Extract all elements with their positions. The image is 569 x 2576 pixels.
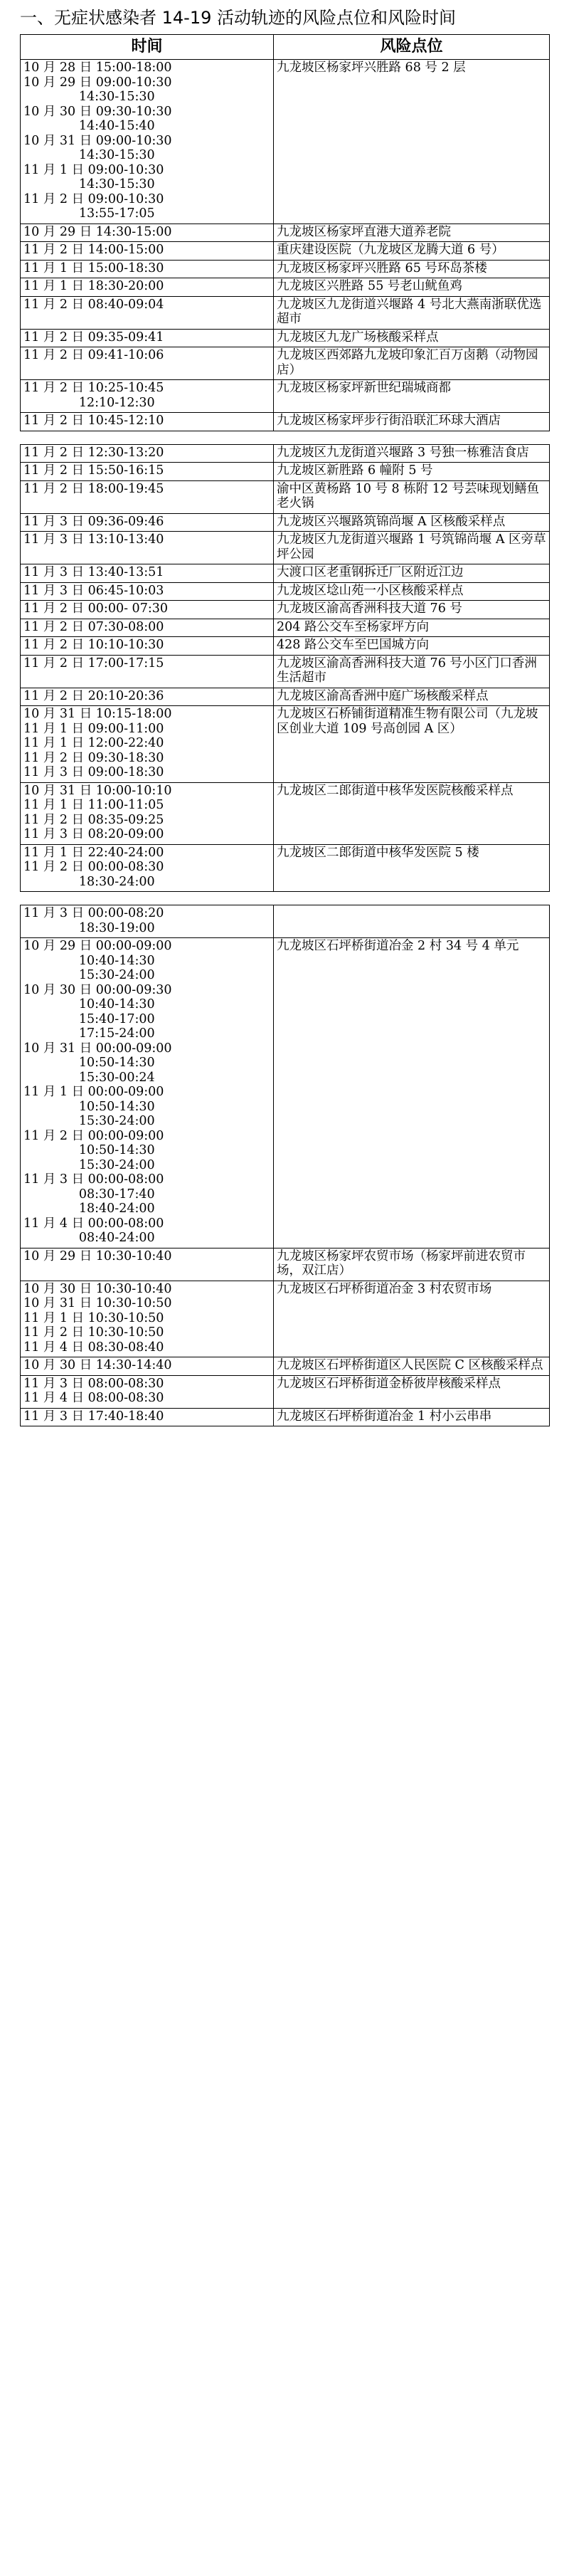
section-gap-cell <box>21 431 550 444</box>
table-row <box>21 413 550 431</box>
section-gap <box>21 431 550 444</box>
table-row <box>21 1408 550 1426</box>
location-cell: 九龙坡区杨家坪兴胜路 68 号 2 层 <box>274 60 550 224</box>
table-row <box>21 480 550 513</box>
location-cell: 九龙坡区渝高香洲科技大道 76 号 <box>274 601 550 619</box>
table-row <box>21 844 550 892</box>
location-cell: 九龙坡区二郎街道中核华发医院 5 楼 <box>274 844 550 892</box>
location-cell: 九龙坡区西郊路九龙坡印象汇百万卤鹅（动物园店） <box>274 347 550 380</box>
table-row <box>21 278 550 297</box>
location-cell: 渝中区黄杨路 10 号 8 栋附 12 号芸味现划鳝鱼老火锅 <box>274 480 550 513</box>
time-cell: 11 月 2 日 18:00-19:45 <box>21 480 274 513</box>
time-cell: 11 月 2 日 09:41-10:06 <box>21 347 274 380</box>
time-cell: 11 月 3 日 17:40-18:40 <box>21 1408 274 1426</box>
table-row <box>21 637 550 656</box>
location-cell: 九龙坡区石坪桥街道冶金 2 村 34 号 4 单元 <box>274 938 550 1248</box>
time-cell: 10 月 28 日 15:00-18:00 10 月 29 日 09:00-10:30 14:30-15:30 10 月 30 日 09:30-10:30 14:40-15:40 10 月 31 日 09:00-10:30 14:30-15:30 11 月 1 日 09:00-10:30 14:30-15:30 11 月 2 日 09:00-10:30 13:55-17:05 <box>21 60 274 224</box>
time-cell: 11 月 2 日 14:00-15:00 <box>21 242 274 261</box>
table-row <box>21 706 550 783</box>
time-cell: 11 月 1 日 15:00-18:30 <box>21 260 274 278</box>
location-cell: 204 路公交车至杨家坪方向 <box>274 619 550 637</box>
location-cell: 九龙坡区杨家坪直港大道养老院 <box>274 224 550 242</box>
table-row <box>21 1357 550 1376</box>
time-cell: 10 月 31 日 10:00-10:10 11 月 1 日 11:00-11:05 11 月 2 日 08:35-09:25 11 月 3 日 08:20-09:00 <box>21 782 274 844</box>
section-gap <box>21 892 550 905</box>
time-cell: 11 月 1 日 18:30-20:00 <box>21 278 274 297</box>
location-cell: 九龙坡区杨家坪农贸市场（杨家坪前进农贸市场，双江店） <box>274 1248 550 1281</box>
section-gap-cell <box>21 892 550 905</box>
location-cell: 428 路公交车至巴国城方向 <box>274 637 550 656</box>
time-cell: 11 月 2 日 17:00-17:15 <box>21 655 274 688</box>
location-cell: 九龙坡区九龙广场核酸采样点 <box>274 329 550 347</box>
location-cell: 重庆建设医院（九龙坡区龙腾大道 6 号） <box>274 242 550 261</box>
time-cell: 10 月 29 日 10:30-10:40 <box>21 1248 274 1281</box>
table-row <box>21 296 550 329</box>
table-row <box>21 380 550 413</box>
table-row <box>21 905 550 938</box>
location-cell: 九龙坡区石坪桥街道冶金 1 村小云串串 <box>274 1408 550 1426</box>
table-row <box>21 619 550 637</box>
table-row <box>21 444 550 463</box>
time-cell: 11 月 3 日 06:45-10:03 <box>21 582 274 601</box>
time-cell: 11 月 2 日 12:30-13:20 <box>21 444 274 463</box>
location-cell: 九龙坡区石桥铺街道精准生物有限公司（九龙坡区创业大道 109 号高创园 A 区） <box>274 706 550 783</box>
time-cell: 10 月 29 日 14:30-15:00 <box>21 224 274 242</box>
table-row <box>21 601 550 619</box>
table-row <box>21 329 550 347</box>
table-row <box>21 1248 550 1281</box>
table-row <box>21 347 550 380</box>
time-cell: 11 月 3 日 13:10-13:40 <box>21 532 274 564</box>
table-row <box>21 60 550 224</box>
location-cell: 九龙坡区兴胜路 55 号老山鱿鱼鸡 <box>274 278 550 297</box>
time-cell: 11 月 2 日 10:25-10:45 12:10-12:30 <box>21 380 274 413</box>
table-header-row <box>21 35 550 60</box>
table-row <box>21 463 550 481</box>
location-cell: 九龙坡区杨家坪新世纪瑞城商都 <box>274 380 550 413</box>
time-cell: 11 月 3 日 08:00-08:30 11 月 4 日 08:00-08:30 <box>21 1375 274 1408</box>
time-cell: 11 月 3 日 00:00-08:20 18:30-19:00 <box>21 905 274 938</box>
location-cell: 九龙坡区九龙街道兴堰路 1 号筑锦尚堰 A 区旁草坪公园 <box>274 532 550 564</box>
location-cell: 大渡口区老重钢拆迁厂区附近江边 <box>274 564 550 583</box>
page-heading: 一、无症状感染者 14-19 活动轨迹的风险点位和风险时间 <box>20 8 456 28</box>
time-cell: 11 月 1 日 22:40-24:00 11 月 2 日 00:00-08:30 18:30-24:00 <box>21 844 274 892</box>
location-cell: 九龙坡区渝高香洲中庭广场核酸采样点 <box>274 688 550 706</box>
table-row <box>21 1281 550 1357</box>
table-row <box>21 582 550 601</box>
time-cell: 11 月 2 日 10:10-10:30 <box>21 637 274 656</box>
time-cell: 10 月 31 日 10:15-18:00 11 月 1 日 09:00-11:00 11 月 1 日 12:00-22:40 11 月 2 日 09:30-18:30 11 月 3 日 09:00-18:30 <box>21 706 274 783</box>
location-cell: 九龙坡区兴堰路筑锦尚堰 A 区核酸采样点 <box>274 513 550 532</box>
time-cell: 11 月 2 日 09:35-09:41 <box>21 329 274 347</box>
time-cell: 11 月 2 日 10:45-12:10 <box>21 413 274 431</box>
location-cell: 九龙坡区新胜路 6 幢附 5 号 <box>274 463 550 481</box>
table-row <box>21 688 550 706</box>
time-cell: 11 月 2 日 00:00- 07:30 <box>21 601 274 619</box>
table-body <box>21 60 550 1426</box>
table-row <box>21 242 550 261</box>
location-cell: 九龙坡区埝山苑一小区核酸采样点 <box>274 582 550 601</box>
time-cell: 11 月 2 日 08:40-09:04 <box>21 296 274 329</box>
table-row <box>21 938 550 1248</box>
location-cell: 九龙坡区石坪桥街道冶金 3 村农贸市场 <box>274 1281 550 1357</box>
table-row <box>21 655 550 688</box>
risk-table <box>20 34 550 1426</box>
location-cell: 九龙坡区杨家坪兴胜路 65 号环岛茶楼 <box>274 260 550 278</box>
location-cell: 九龙坡区杨家坪步行街沿联汇环球大酒店 <box>274 413 550 431</box>
table-row <box>21 564 550 583</box>
time-cell: 11 月 2 日 07:30-08:00 <box>21 619 274 637</box>
location-cell <box>274 905 550 938</box>
time-cell: 10 月 29 日 00:00-09:00 10:40-14:30 15:30-24:00 10 月 30 日 00:00-09:30 10:40-14:30 15:40-17:00 17:15-24:00 10 月 31 日 00:00-09:00 10:50-14:30 15:30-00:24 11 月 1 日 00:00-09:00 10:50-14:30 15:30-24:00 11 月 2 日 00:00-09:00 10:50-14:30 15:30-24:00 11 月 3 日 00:00-08:00 08:30-17:40 18:40-24:00 11 月 4 日 00:00-08:00 08:40-24:00 <box>21 938 274 1248</box>
location-cell: 九龙坡区二郎街道中核华发医院核酸采样点 <box>274 782 550 844</box>
column-header-location: 风险点位 <box>274 35 550 60</box>
location-cell: 九龙坡区九龙街道兴堰路 3 号独一栋雅洁食店 <box>274 444 550 463</box>
time-cell: 11 月 2 日 15:50-16:15 <box>21 463 274 481</box>
location-cell: 九龙坡区渝高香洲科技大道 76 号小区门口香洲生活超市 <box>274 655 550 688</box>
table-row <box>21 224 550 242</box>
time-cell: 10 月 30 日 10:30-10:40 10 月 31 日 10:30-10:50 11 月 1 日 10:30-10:50 11 月 2 日 10:30-10:50 11 月 4 日 08:30-08:40 <box>21 1281 274 1357</box>
column-header-time: 时间 <box>21 35 274 60</box>
time-cell: 11 月 3 日 09:36-09:46 <box>21 513 274 532</box>
location-cell: 九龙坡区九龙街道兴堰路 4 号北大燕南浙联优选超市 <box>274 296 550 329</box>
table-row <box>21 260 550 278</box>
time-cell: 11 月 2 日 20:10-20:36 <box>21 688 274 706</box>
table-row <box>21 532 550 564</box>
table-row <box>21 782 550 844</box>
table-row <box>21 1375 550 1408</box>
location-cell: 九龙坡区石坪桥街道金桥彼岸核酸采样点 <box>274 1375 550 1408</box>
time-cell: 10 月 30 日 14:30-14:40 <box>21 1357 274 1376</box>
table-row <box>21 513 550 532</box>
location-cell: 九龙坡区石坪桥街道区人民医院 C 区核酸采样点 <box>274 1357 550 1376</box>
time-cell: 11 月 3 日 13:40-13:51 <box>21 564 274 583</box>
